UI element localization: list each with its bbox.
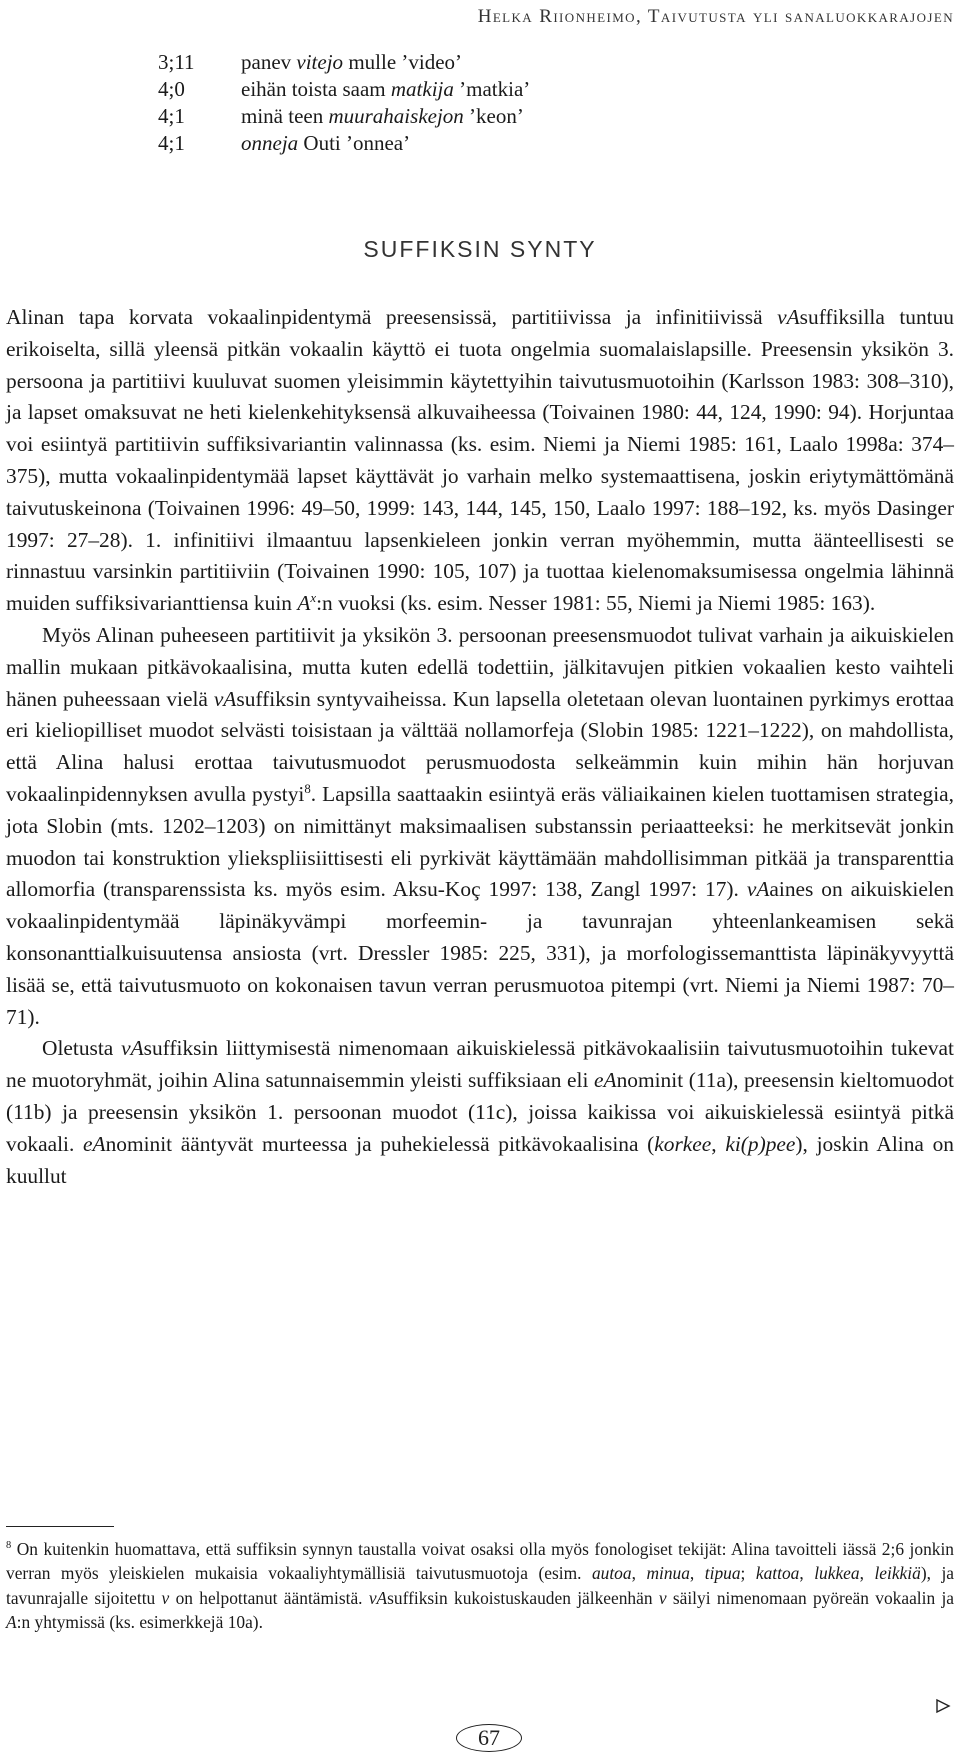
example-row xyxy=(158,103,530,130)
example-text: minä teen muurahaiskejon ’keon’ xyxy=(241,104,524,128)
paragraph: Myös Alinan puheeseen partitiivit ja yksikön 3. persoonan preesensmuodot tulivat varhain ja aikuiskielen mallin mukaan pitkävokaalisina, mutta kuten edellä todettiin, jälkitavujen pitkien vokaalien kesto vaihteli hänen puheessaan vielä vAsuffiksin syntyvaiheissa. Kun lapsella oletetaan olevan luontainen pyrkimys erottaa eri kieliopilliset muodot selvästi toisistaan ja välttää nollamorfeja (Slobin 1985: 1221–1222), on mahdollista, että Alina halusi erottaa taivutusmuodot perusmuodosta selkeämmin kuin mihin hän horjuvan vokaalinpidennyksen avulla pystyi$^8$. Lapsilla saattaakin esiintyä eräs väliaikainen kielen tuottamisen strategia, jota Slobin (mts. 1202–1203) on nimittänyt maksimaalisen substanssin periaatteeksi: he merkitsevät jonkin muodon tai konstruktion yliekspliisiittisesti eli pyrkivät käyttämään mahdollisimman pitkää ja transparenttia allomorfia (transparenssista ks. myös esim. Aksu-Koç 1997: 138, Zangl 1997: 17). vAaines on aikuiskielen vokaalinpidentymää läpinäkyvämpi morfeemin- ja tavunrajan yhteenlankeamisen sekä konsonanttialkuisuutensa ansiosta (vrt. Dressler 1985: 225, 331), ja morfologissemanttista läpinäkyvyyttä lisää se, että taivutusmuoto on kokonaisen tavun verran perusmuotoa pitempi (vrt. Niemi ja Niemi 1987: 70–71). xyxy=(6,622,954,1029)
example-text: panev vitejo mulle ’video’ xyxy=(241,50,463,74)
page-number: 67 xyxy=(456,1724,522,1752)
next-page-triangle-icon[interactable] xyxy=(934,1697,952,1715)
running-header: Helka Riionheimo, Taivutusta yli sanaluokkarajojen xyxy=(477,6,954,27)
example-age: 4;1 xyxy=(158,104,185,128)
example-age: 4;1 xyxy=(158,131,185,155)
example-age: 3;11 xyxy=(158,50,195,74)
body-text xyxy=(6,302,954,1192)
example-text: eihän toista saam matkija ’matkia’ xyxy=(241,77,531,101)
example-text: onneja Outi ’onnea’ xyxy=(241,131,411,155)
paragraph: Alinan tapa korvata vokaalinpidentymä preesensissä, partitiivissa ja infinitiivissä vAsuffiksilla tuntuu erikoiselta, sillä yleensä pitkän vokaalin käyttö ei tuota ongelmia suomalaislapsille. Preesensin yksikön 3. persoona ja partitiivi kuuluvat suomen yleisimmin käytettyihin taivutusmuotoihin (Karlsson 1983: 308–310), ja lapset omaksuvat ne heti kielenkehityksensä alkuvaiheessa (Toivainen 1980: 44, 124, 1990: 94). Horjuntaa voi esiintyä partitiivin suffiksivariantin valinnassa (ks. esim. Niemi ja Niemi 1985: 161, Laalo 1998a: 374–375), mutta vokaalinpidentymää lapset käyttävät jo varhain melko systemaattisena, joskin eriytymättömänä taivutuskeinona (Toivainen 1996: 49–50, 1999: 143, 144, 145, 150, Laalo 1997: 188–192, ks. myös Dasinger 1997: 27–28). 1. infinitiivi ilmaantuu lapsenkieleen jonkin verran myöhemmin, mutta äänteellisesti se rinnastuu varsinkin partitiiviin (Toivainen 1990: 105, 107) ja tuottaa kielenomaksumisessa ongelmia lähinnä muiden suffiksivarianttiensa kuin $A^x:n$ vuoksi (ks. esim. Nesser 1981: 55, Niemi ja Niemi 1985: 163). xyxy=(6,305,954,616)
footnote-text: $^8$ On kuitenkin huomattava, että suffiksin synnyn taustalla voivat osaksi olla myös fonologiset tekijät: Alina tavoitteli iässä 2;6 jonkin verran myös yleiskielen mukaisia vokaaliyhtymällisiä taivutusmuotoja (esim. autoa, minua, tipua; kattoa, lukkea, leikkiä), ja tavunrajalle sijoitettu v on helpottanut ääntämistä. vAsuffiksin kukoistuskauden jälkeenhän v säilyi nimenomaan pyöreän vokaalin ja A:n yhtymissä (ks. esimerkkejä 10a). xyxy=(6,1539,955,1633)
section-title: SUFFIKSIN SYNTY xyxy=(363,236,597,262)
footnote-divider xyxy=(6,1526,114,1527)
footnote xyxy=(6,1537,954,1635)
example-age: 4;0 xyxy=(158,77,185,101)
paragraph: Oletusta vAsuffiksin liittymisestä nimenomaan aikuiskielessä pitkävokaalisiin taivutusmuotoihin tukevat ne muotoryhmät, joihin Alina satunnaisemmin yleisti suffiksiaan eli eAnominit (11a), preesensin kieltomuodot (11b) ja preesensin yksikön 1. persoonan muodot (11c), joissa kaikissa voi aikuiskielessä esiintyä pitkä vokaali. eAnominit ääntyvät murteessa ja puhekielessä pitkävokaalisina (korkee, ki(p)pee), joskin Alina on kuullut xyxy=(6,1036,954,1188)
example-row xyxy=(158,76,530,103)
example-row xyxy=(158,49,530,76)
example-row xyxy=(158,130,530,157)
example-list xyxy=(158,49,530,157)
